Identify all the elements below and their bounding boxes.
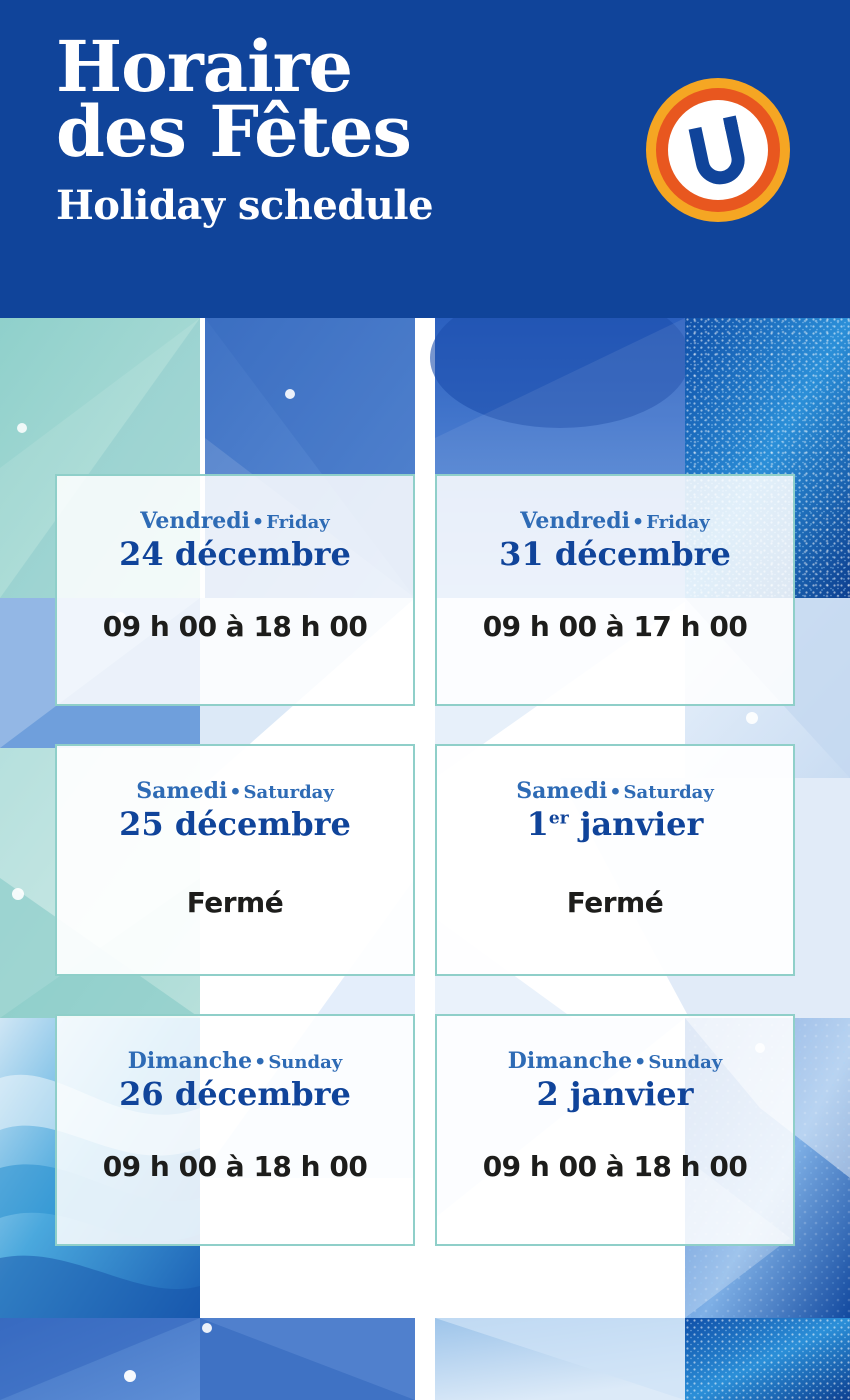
card-day-label (128, 1050, 342, 1072)
card-day-en: Sunday (648, 1052, 723, 1073)
schedule-grid (0, 474, 850, 1246)
card-date: 26 décembre (119, 1075, 351, 1113)
card-separator: • (254, 1051, 267, 1073)
schedule-card (435, 1014, 795, 1246)
card-hours: 09 h 00 à 17 h 00 (482, 609, 748, 643)
card-date-ordinal: er (548, 808, 569, 829)
page-title-fr (56, 25, 656, 174)
card-hours: Fermé (186, 885, 284, 919)
card-date: 24 décembre (119, 535, 351, 573)
card-date: 31 décembre (499, 535, 731, 573)
u-circle-logo-icon (644, 76, 792, 224)
poster-header (0, 0, 850, 318)
card-date-number: 1 (526, 805, 549, 843)
page-title-fr-line1: Horaire (56, 25, 353, 108)
schedule-card (55, 474, 415, 706)
card-hours: 09 h 00 à 18 h 00 (102, 609, 368, 643)
card-day-fr: Dimanche (127, 1048, 253, 1074)
card-date: 2 janvier (536, 1075, 694, 1113)
card-day-en: Saturday (243, 782, 334, 803)
card-day-label (508, 1050, 722, 1072)
card-day-fr: Samedi (516, 778, 608, 804)
card-day-label (136, 780, 334, 802)
card-date: 25 décembre (119, 805, 351, 843)
header-titles (56, 25, 656, 230)
card-date (527, 806, 704, 844)
card-separator: • (632, 511, 645, 533)
card-day-fr: Dimanche (507, 1048, 633, 1074)
page-title-fr-line2: des Fêtes (56, 90, 411, 174)
schedule-card (435, 474, 795, 706)
card-day-en: Sunday (268, 1052, 343, 1073)
schedule-card (435, 744, 795, 976)
card-day-label (140, 510, 329, 532)
card-separator: • (252, 511, 265, 533)
card-day-label (520, 510, 709, 532)
card-separator: • (609, 781, 622, 803)
schedule-card (55, 1014, 415, 1246)
card-date-month: janvier (568, 805, 704, 843)
card-day-fr: Samedi (136, 778, 228, 804)
card-day-label (516, 780, 714, 802)
card-hours: 09 h 00 à 18 h 00 (482, 1149, 748, 1183)
card-hours: 09 h 00 à 18 h 00 (102, 1149, 368, 1183)
card-separator: • (634, 1051, 647, 1073)
card-separator: • (229, 781, 242, 803)
card-hours: Fermé (566, 885, 664, 919)
card-day-en: Friday (266, 512, 330, 533)
card-day-en: Saturday (623, 782, 714, 803)
card-day-fr: Vendredi (140, 508, 251, 534)
schedule-card (55, 744, 415, 976)
card-day-fr: Vendredi (520, 508, 631, 534)
page-title-en: Holiday schedule (56, 182, 434, 230)
card-day-en: Friday (646, 512, 710, 533)
